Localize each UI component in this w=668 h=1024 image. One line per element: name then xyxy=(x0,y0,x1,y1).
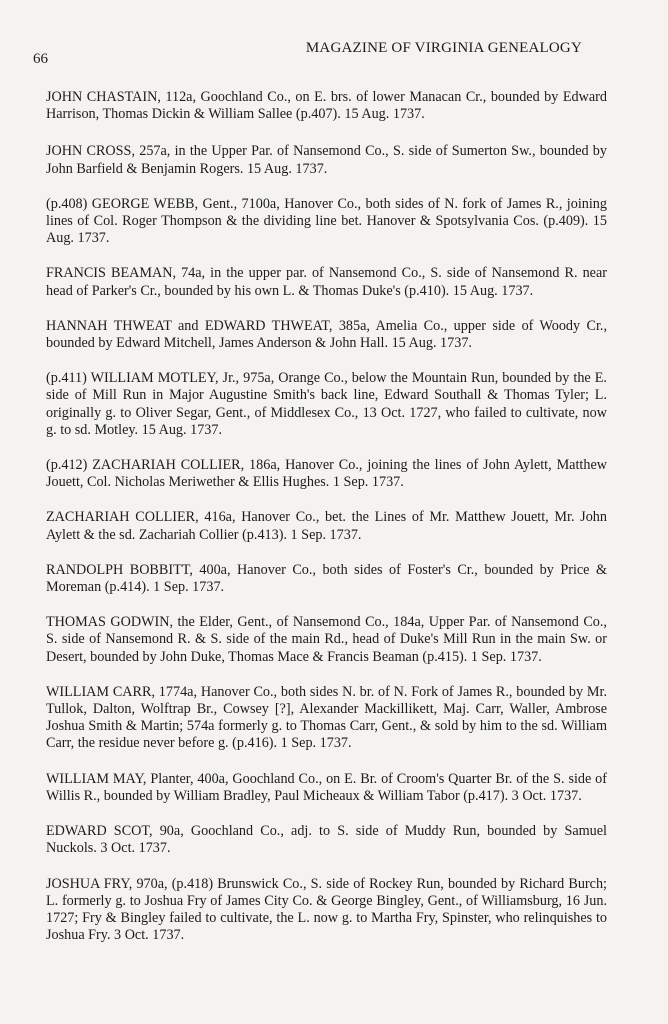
entry-text: , 385a, Amelia Co., upper side of Woody Cr., bounded by Edward Mitchell, James Anderson & John Hall. 15 Aug. 1737. xyxy=(46,317,607,352)
entry xyxy=(46,318,607,352)
entry xyxy=(46,876,607,945)
entry-lead: FRANCIS BEAMAN xyxy=(46,265,173,282)
entry xyxy=(46,771,607,805)
entry-text: , 970a, (p.418) Brunswick Co., S. side of Rockey Run, bounded by Richard Burch; L. formerly g. to Joshua Fry of James City Co. & George Bingley, Gent., of Williamsburg, 16 Jun. 1727; Fry & Bingley failed to cultivate, the L. now g. to Martha Fry, Spinster, who relinquishes to Joshua Fry. 3 Oct. 1737. xyxy=(46,875,607,944)
entry-lead: RANDOLPH BOBBITT xyxy=(46,561,190,578)
patent-entries xyxy=(46,89,607,962)
entry-text: , 416a, Hanover Co., bet. the Lines of Mr. Matthew Jouett, Mr. John Aylett & the sd. Zachariah Collier (p.413). 1 Sep. 1737. xyxy=(46,509,607,543)
entry-lead: ZACHARIAH COLLIER xyxy=(46,509,196,526)
entry-text: , Planter, 400a, Goochland Co., on E. Br. of Croom's Quarter Br. of the S. side of Willis R., bounded by William Bradley, Paul Micheaux & William Tabor (p.417). 3 Oct. 1737. xyxy=(46,770,607,804)
entry xyxy=(46,823,607,857)
entry-text: , 90a, Goochland Co., adj. to S. side of Muddy Run, bounded by Samuel Nuckols. 3 Oct. 1737. xyxy=(46,823,607,857)
entry-lead: HANNAH THWEAT and EDWARD THWEAT xyxy=(46,317,329,334)
entry-text: , 112a, Goochland Co., on E. brs. of lower Manacan Cr., bounded by Edward Harrison, Thomas Dickin & William Sallee (p.407). 15 Aug. 1737. xyxy=(46,89,607,123)
entry-text: , the Elder, Gent., of Nansemond Co., 184a, Upper Par. of Nansemond Co., S. side of Nansemond R. & S. side of the main Rd., head of Duke's Mill Run in the main Sw. or Desert, bounded by John Duke, Thomas Mace & Francis Beaman (p.415). 1 Sep. 1737. xyxy=(46,614,607,665)
entry-lead: JOHN CROSS xyxy=(46,143,132,160)
entry-lead: EDWARD SCOT xyxy=(46,823,150,840)
entry-text: , Jr., 975a, Orange Co., below the Mountain Run, bounded by the E. side of Mill Run in Major Augustine Smith's back line, Edward Southall & Thomas Tyler; L. originally g. to Oliver Segar, Gent., of Middlesex Co., 13 Oct. 1727, who failed to cultivate, now g. to sd. Motley. 15 Aug. 1737. xyxy=(46,370,607,438)
entry xyxy=(46,457,607,491)
entry-lead: (p.408) GEORGE WEBB xyxy=(46,195,195,212)
running-head: MAGAZINE OF VIRGINIA GENEALOGY xyxy=(305,40,582,56)
entry-text: , 257a, in the Upper Par. of Nansemond Co., S. side of Sumerton Sw., bounded by John Barfield & Benjamin Rogers. 15 Aug. 1737. xyxy=(46,143,607,177)
entry xyxy=(46,684,607,753)
entry xyxy=(46,614,607,666)
entry-lead: THOMAS GODWIN xyxy=(46,614,170,631)
entry-lead: JOSHUA FRY xyxy=(46,875,129,892)
entry xyxy=(46,265,607,299)
entry-text: , 400a, Hanover Co., both sides of Foster's Cr., bounded by Price & Moreman (p.414). 1 Sep. 1737. xyxy=(46,561,607,596)
entry-lead: (p.411) WILLIAM MOTLEY xyxy=(46,370,215,387)
entry-lead: WILLIAM CARR xyxy=(46,683,152,700)
entry xyxy=(46,370,607,439)
entry xyxy=(46,509,607,543)
entry-text: , 1774a, Hanover Co., both sides N. br. of N. Fork of James R., bounded by Mr. Tullok, Dalton, Wolftrap Br., Cowsey [?], Alexander Mackillikett, Maj. Carr, Waller, Ambrose Joshua Smith & Martin; 574a formerly g. to Thomas Carr, Gent., & sold by him to the sd. William Carr, the residue never before g. (p.416). 1 Sep. 1737. xyxy=(46,683,607,752)
entry xyxy=(46,89,607,123)
entry xyxy=(46,196,607,248)
entry-lead: (p.412) ZACHARIAH COLLIER xyxy=(46,457,241,474)
entry-lead: WILLIAM MAY xyxy=(46,770,143,787)
entry-text: , 74a, in the upper par. of Nansemond Co., S. side of Nansemond R. near head of Parker's Cr., bounded by his own L. & Thomas Duke's (p.410). 15 Aug. 1737. xyxy=(46,265,608,299)
entry-text: , 186a, Hanover Co., joining the lines of John Aylett, Matthew Jouett, Col. Nicholas Meriwether & Ellis Hughes. 1 Sep. 1737. xyxy=(46,457,607,491)
entry-lead: JOHN CHASTAIN xyxy=(46,89,158,105)
page-number: 66 xyxy=(33,51,48,67)
entry-text: , Gent., 7100a, Hanover Co., both sides of N. fork of James R., joining lines of Col. Roger Thompson & the dividing line bet. Hanover & Spotsylvania Cos. (p.409). 15 Aug. 1737. xyxy=(46,195,607,247)
entry xyxy=(46,562,607,596)
entry xyxy=(46,143,607,177)
